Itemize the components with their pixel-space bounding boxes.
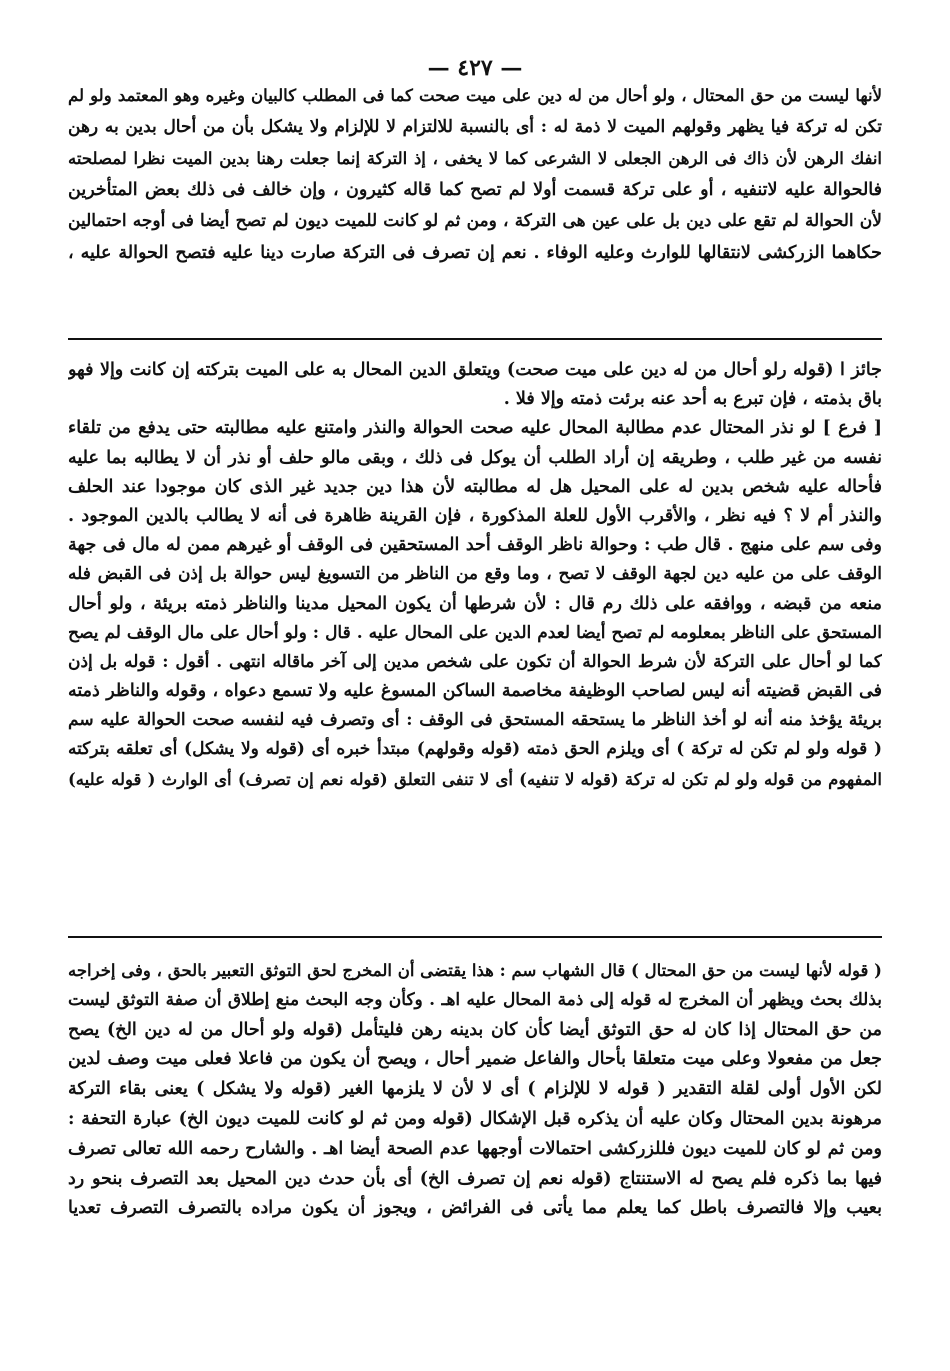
gloss-line: بذلك بحث ويظهر أن المخرج له قوله إلى ذمة المحال عليه اهـ . وكأن وجه البحث منع إطلاق أن صفة التوثق ليست bbox=[68, 989, 882, 1010]
main-text-line: تكن له تركة فيا يظهر وقولهم الميت لا ذمة له : أى بالنسبة للالتزام لا للإلزام ولا يشكل بأن من أحال بدين به رهن bbox=[68, 116, 882, 137]
commentary-line: المفهوم من قوله ولو لم تكن له تركة (قوله لا تنفيه) أى لا تنفى التعلق (قوله نعم إن تصرف) أى الوارث ( قوله عليه) bbox=[68, 769, 882, 789]
gloss-block bbox=[68, 956, 882, 1224]
section-divider bbox=[68, 936, 882, 938]
commentary-block bbox=[68, 356, 882, 794]
commentary-line: [ فرع ] لو نذر المحتال عدم مطالبة المحال عليه صحت الحوالة والنذر وامتنع عليه مطالبته حتى يدفع من تلقاء bbox=[68, 418, 882, 439]
gloss-line: ( قوله لأنها ليست من حق المحتال ) قال الشهاب سم : هذا يقتضى أن المخرج لحق التوثق التعبير بالحق ، وفى إخراجه bbox=[68, 961, 882, 980]
page-number: — ٤٢٧ — bbox=[427, 55, 523, 81]
main-text-block bbox=[68, 80, 882, 269]
commentary-line: فى القبض قضيته أنه ليس لصاحب الوظيفة مخاصمة الساكن المسوغ عليه ولا تسمع دعواه ، وقوله والناظر ذمته bbox=[68, 681, 882, 702]
gloss-line: مرهونة بدين المحتال وكان عليه أن يذكره قبل الإشكال (قوله ومن ثم لو كانت للميت ديون الخ) عبارة التحفة : bbox=[68, 1108, 882, 1129]
gloss-line: لكن الأول أولى لقلة التقدير ( قوله لا للإلزام ) أى لا لأن لا يلزمها الغير (قوله ولا يشكل ) يعنى بقاء التركة bbox=[68, 1079, 882, 1100]
gloss-line: فيها بما ذكره فلم يصح له الاستنتاج (قوله نعم إن تصرف الخ) أى بأن حدث دين المحيل بعد التصرف بنحو رد bbox=[68, 1168, 882, 1189]
gloss-line: جعل من مفعولا وعلى ميت متعلقا بأحال والفاعل ضمير أحال ، ويصح أن يكون من فاعلا فعلى ميت وصف لدين bbox=[68, 1049, 882, 1070]
commentary-line: منعه من قبضه ، ووافقه على ذلك رم قال : لأن شرطها أن يكون المحيل مدينا والناظر ذمته بريئة ، ولو أحال bbox=[68, 593, 882, 614]
commentary-line: باق بذمته ، فإن تبرع به أحد عنه برئت ذمته وإلا فلا . bbox=[503, 389, 882, 410]
commentary-line: نفسه من غير طلب ، وطريقه إن أراد الطلب أن يوكل فى ذلك ، وبقى مالو حلف أو نذر أن لا يطالبه بما عليه bbox=[68, 447, 882, 468]
commentary-line: والنذر أم لا ؟ فيه نظر ، والأقرب الأول للعلة المذكورة ، فإن القرينة ظاهرة فى أنه لا يطالب بالدين الموجود . bbox=[68, 505, 882, 526]
commentary-line: كما لو أحال على التركة لأن شرط الحوالة أن تكون على شخص مدين إلى آخر ماقاله انتهى . أقول : قوله بل إذن bbox=[68, 651, 882, 672]
gloss-line: من حق المحتال إذا كان له حق التوثق أيضا كأن كان بدينه رهن فليتأمل (قوله ولو أحال من له دين الخ) يصح bbox=[68, 1019, 882, 1040]
commentary-line: وفى سم على منهج . قال طب : وحوالة ناظر الوقف أحد المستحقين فى الوقف أو غيرهم ممن له مال فى جهة bbox=[68, 535, 882, 556]
section-divider bbox=[68, 338, 882, 340]
commentary-line: ( قوله ولو لم تكن له تركة ) أى ويلزم الحق ذمته (قوله وقولهم) مبتدأ خبره أى (قوله ولا يشكل) أى تعلقه بتركته bbox=[68, 739, 882, 760]
main-text-line: حكاهما الزركشى لانتقالها للوارث وعليه الوفاء . نعم إن تصرف فى التركة صارت دينا عليه فتصح الحوالة عليه ، bbox=[68, 242, 882, 263]
main-text-line: لأن الحوالة لم تقع على دين بل على عين هى التركة ، ومن ثم لو كانت للميت ديون لم تصح أيضا فى أوجه احتمالين bbox=[68, 211, 882, 231]
main-text-line: فالحوالة عليه لاتنفيه ، أو على تركة قسمت أولا لم تصح كما قاله كثيرون ، وإن خالف فى ذلك بعض المتأخرين bbox=[68, 179, 882, 200]
gloss-line: بعيب وإلا فالتصرف باطل كما يعلم مما يأتى فى الفرائض ، ويجوز أن يكون مراده بالتصرف التصرف تعديا bbox=[68, 1198, 882, 1219]
main-text-line: لأنها ليست من حق المحتال ، ولو أحال من له دين على ميت صحت كما فى المطلب كالبيان وغيره وهو المعتمد ولو لم bbox=[68, 86, 882, 105]
commentary-line: المستحق على الناظر بمعلومه لم تصح أيضا لعدم الدين على المحال عليه . قال : ولو أحال على مال الوقف لم يصح bbox=[68, 622, 882, 643]
gloss-line: ومن ثم لو كان للميت ديون فللزركشى احتمالات أوجهها عدم الصحة أيضا اهـ . والشارح رحمه الله تعالى تصرف bbox=[68, 1138, 882, 1159]
commentary-line: جائز ا (قوله رلو أحال من له دين على ميت صحت) ويتعلق الدين المحال به على الميت بتركته إن كانت وإلا فهو bbox=[68, 360, 882, 380]
commentary-line: فأحاله عليه شخص بدين له على المحيل هل له مطالبته لأن هذا دين جديد غير الذى كان موجودا عند الحلف bbox=[68, 476, 882, 497]
commentary-line: بريئة يؤخذ منه أنه لو أخذ الناظر ما يستحقه المستحق فى الوقف : أى وتصرف فيه لنفسه صحت الحوالة عليه سم bbox=[68, 710, 882, 731]
main-text-line: انفك الرهن لأن ذاك فى الرهن الجعلى لا الشرعى كما لا يخفى ، إذ التركة إنما جعلت رهنا بدين الميت نظرا لمصلحته bbox=[68, 149, 882, 168]
commentary-line: الوقف على من عليه دين لجهة الوقف لا تصح ، وما وقع من الناظر من التسويغ ليس حوالة بل إذن فى القبض فله bbox=[68, 564, 882, 585]
